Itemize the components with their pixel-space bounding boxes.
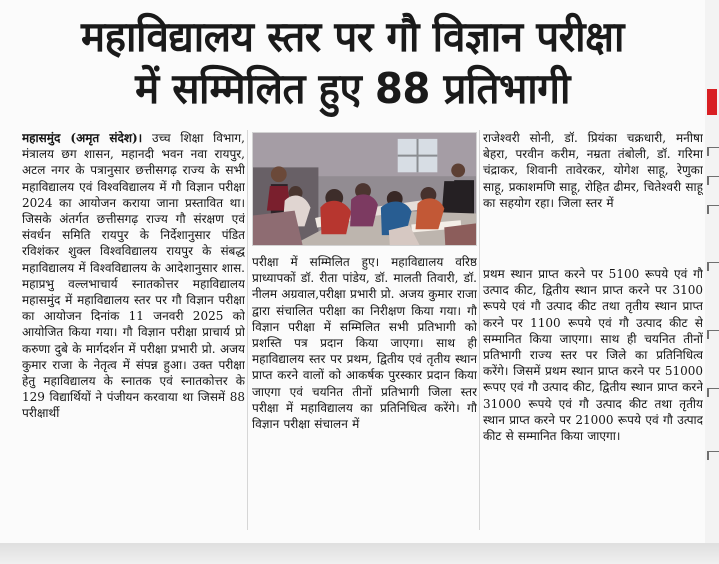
adjacent-text-fragment — [707, 147, 719, 156]
right-column-bottom-text: प्रथम स्थान प्राप्त करने पर 5100 रूपये एवं गौ उत्पाद कीट, द्वितीय स्थान प्राप्त करने पर 3100 रूपये एवं गौ उत्पाद कीट तथा तृतीय स्थान प्राप्त करने पर 1100 रूपये एवं गौ उत्पाद कीट से सम्मानित किया जाएगा। साथ ही चयनित तीनों प्रतिभागी राज्य स्तर पर जिले का प्रतिनिधित्व करेंगे। जिसमें प्रथम स्थान प्राप्त करने पर 51000 रूपए एवं गौ उत्पाद कीट, द्वितीय स्थान प्राप्त करने 31000 रूपये एवं गौ उत्पाद कीट तथा तृतीय स्थान प्राप्त करने पर 21000 रूपये एवं गौ उत्पाद कीट से सम्मानित किया जाएगा। — [483, 267, 703, 444]
left-column-text: उच्च शिक्षा विभाग, मंत्रालय छग शासन, महानदी भवन नवा रायपुर, अटल नगर के पत्रानुसार छत्तीसगढ़ राज्य के सभी महाविद्यालय एवं विश्वविद्यालय में गौ विज्ञान परीक्षा 2024 का आयोजन कराया जाना प्रस्तावित था। जिसके अंतर्गत छत्तीसगढ़ राज्य गौ संरक्षण एवं संवर्धन समिति रायपुर के निर्देशानुसार पंडित रविशंकर शुक्ल विश्वविद्यालय रायपुर के संबद्ध महाविद्यालय में विश्वविद्यालय के आदेशानुसार शास. महाप्रभु वल्लभाचार्य स्नातकोत्तर महाविद्यालय महासमुंद में महाविद्यालय स्तर पर गौ विज्ञान परीक्षा का आयोजन दिनांक 11 जनवरी 2025 को आयोजित किया गया। गौ विज्ञान परीक्षा प्राचार्य प्रो करुणा दुबे के मार्गदर्शन में परीक्षा प्रभारी प्रो. अजय कुमार राजा के नेतृत्व में संपन्न हुआ। उक्त परीक्षा हेतु महाविद्यालय के स्नातक एवं स्नातकोत्तर के 129 विद्यार्थियों ने पंजीयन करवाया था जिसमें 88 परीक्षार्थी — [22, 131, 245, 421]
article-right-column-top — [483, 130, 703, 260]
adjacent-text-fragment — [707, 330, 719, 339]
exam-hall-photo — [252, 132, 477, 246]
right-column-top-text: राजेश्वरी सोनी, डॉ. प्रियंका चक्रधारी, मनीषा बेहरा, परवीन करीम, नम्रता तंबोली, डॉ. गरिमा चंद्राकर, शिवानी तावेरकर, योगेश साहू, रेणुका साहू, प्रकाशमणि साहू, रोहित ढीमर, चितेश्वरी साहू का सहयोग रहा। जिला स्तर में — [483, 131, 703, 210]
article-headline — [0, 0, 705, 122]
adjacent-text-fragment — [707, 262, 719, 271]
headline-line-2: में सम्मिलित हुए 88 प्रतिभागी — [135, 64, 570, 113]
adjacent-text-fragment — [707, 205, 719, 214]
adjacent-page-strip — [705, 0, 719, 564]
middle-column-text: परीक्षा में सम्मिलित हुए। महाविद्यालय वरिष्ठ प्राध्यापकों डॉ. रीता पांडेय, डॉ. मालती तिवारी, डॉ. नीलम अग्रवाल,परीक्षा प्रभारी प्रो. अजय कुमार राजा द्वारा संचालित परीक्षा का निरीक्षण किया गया। गौ विज्ञान परीक्षा में सम्मिलित सभी प्रतिभागी को प्रशस्ति पत्र प्रदान किया जाएगा। साथ ही महाविद्यालय स्तर पर प्रथम, द्वितीय एवं तृतीय स्थान प्राप्त करने वालों को आकर्षक पुरस्कार प्रदान किया जाएगा एवं चयनित तीनों प्रतिभागी जिला स्तर परीक्षा में महाविद्यालय का प्रतिनिधित्व करेंगे। गौ विज्ञान परीक्षा संचालन में — [252, 255, 477, 432]
article-middle-column — [252, 254, 477, 535]
article-left-column — [22, 130, 245, 535]
column-divider-right — [479, 130, 480, 530]
headline-line-1: महाविद्यालय स्तर पर गौ विज्ञान परीक्षा — [81, 12, 624, 61]
column-divider-left — [247, 130, 248, 530]
page-bottom-border — [0, 543, 719, 564]
adjacent-text-fragment — [707, 388, 719, 397]
dateline: महासमुंद (अमृत संदेश)। — [22, 131, 143, 145]
adjacent-text-fragment — [707, 176, 719, 185]
adjacent-red-block — [707, 89, 717, 115]
article-right-column-bottom — [483, 266, 703, 535]
adjacent-text-fragment — [707, 451, 719, 460]
photo-illustration — [253, 133, 476, 245]
